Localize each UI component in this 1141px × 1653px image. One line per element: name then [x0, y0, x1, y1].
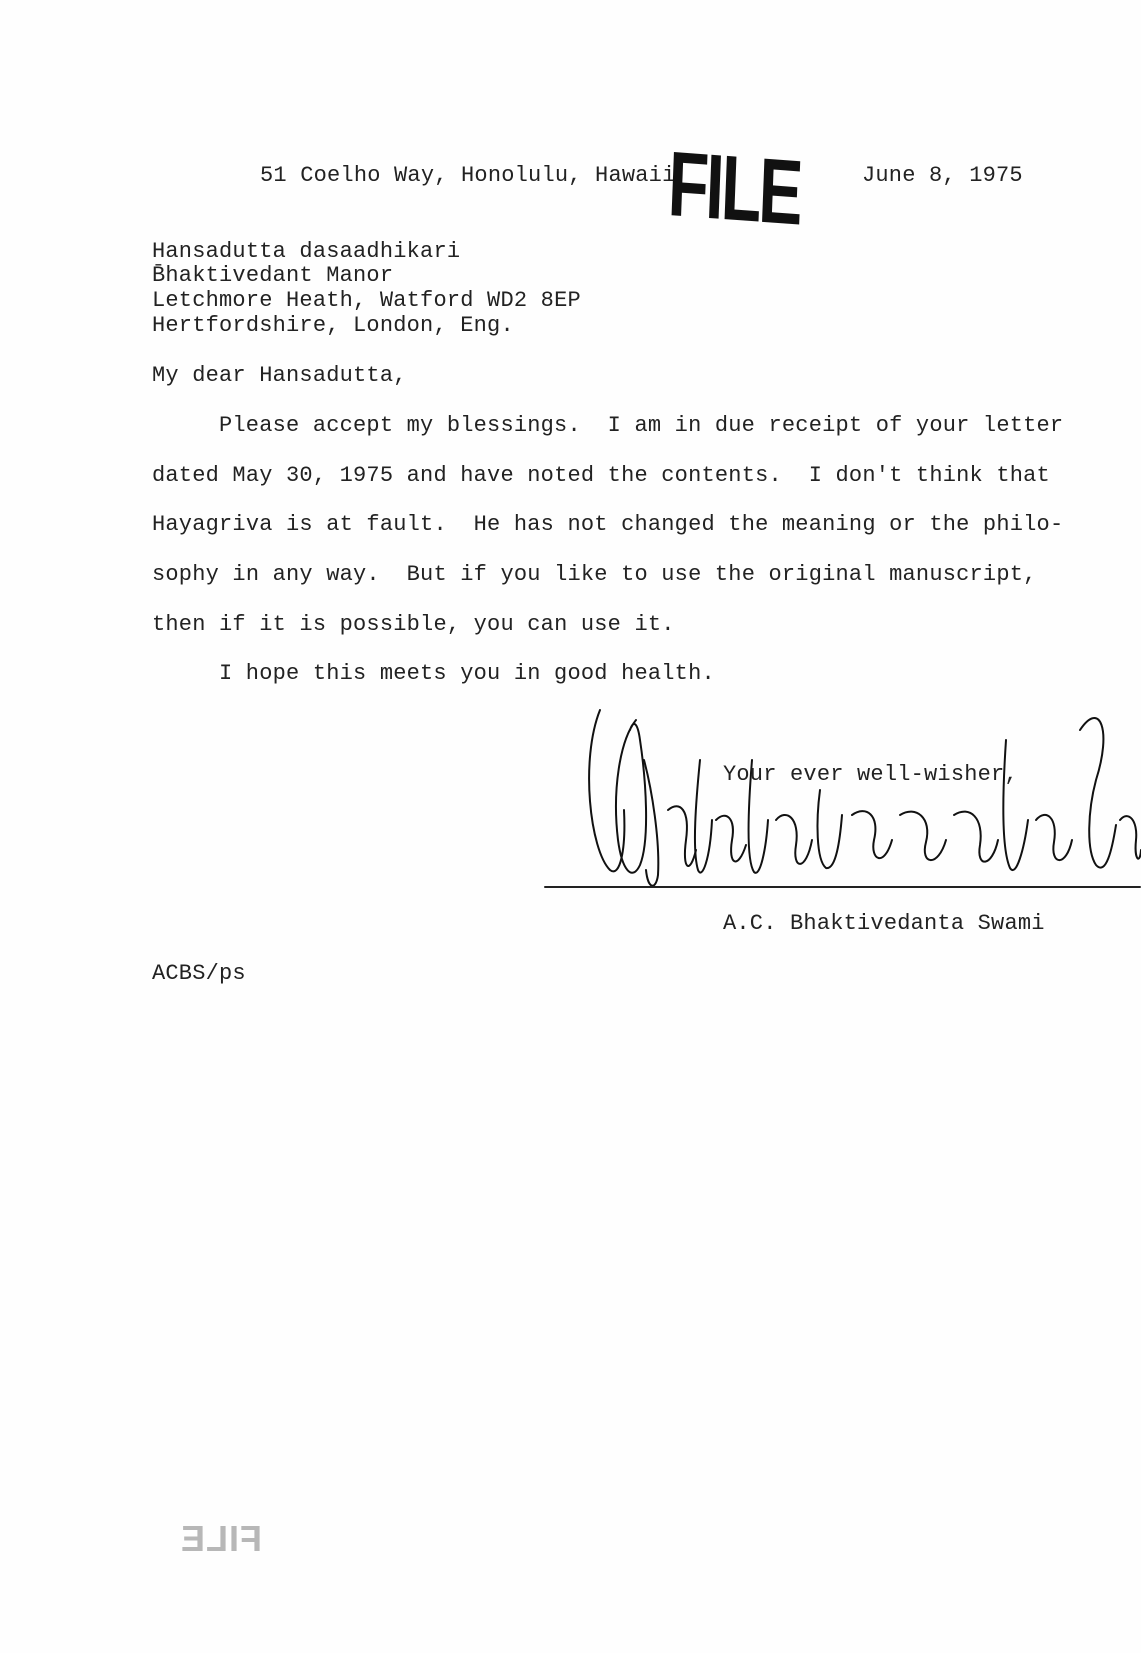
body-paragraph-line: dated May 30, 1975 and have noted the contents. I don't think that [152, 463, 1050, 488]
handwritten-signature [540, 700, 1141, 900]
reference-initials: ACBS/ps [152, 961, 246, 986]
sender-address: 51 Coelho Way, Honolulu, Hawaii [260, 163, 676, 188]
salutation: My dear Hansadutta, [152, 363, 407, 388]
body-paragraph-line: then if it is possible, you can use it. [152, 612, 675, 637]
letter-date: June 8, 1975 [862, 163, 1023, 188]
recipient-address-line: B̄haktivedant Manor [152, 263, 394, 288]
body-paragraph-line: Hayagriva is at fault. He has not changed the meaning or the philo- [152, 512, 1064, 537]
body-paragraph-line: I hope this meets you in good health. [219, 661, 715, 686]
recipient-name: Hansadutta dasaadhikari [152, 239, 461, 264]
faint-file-stamp: FILE [180, 1518, 262, 1559]
body-paragraph-line: Please accept my blessings. I am in due receipt of your letter [219, 413, 1064, 438]
recipient-address-line: Letchmore Heath, Watford WD2 8EP [152, 288, 581, 313]
body-paragraph-line: sophy in any way. But if you like to use the original manuscript, [152, 562, 1037, 587]
closing: Your ever well-wisher, [723, 762, 1018, 787]
signatory-name: A.C. Bhaktivedanta Swami [723, 911, 1045, 936]
file-stamp: FILE [666, 133, 803, 245]
signature-line [544, 886, 1141, 888]
recipient-address-line: Hertfordshire, London, Eng. [152, 313, 514, 338]
